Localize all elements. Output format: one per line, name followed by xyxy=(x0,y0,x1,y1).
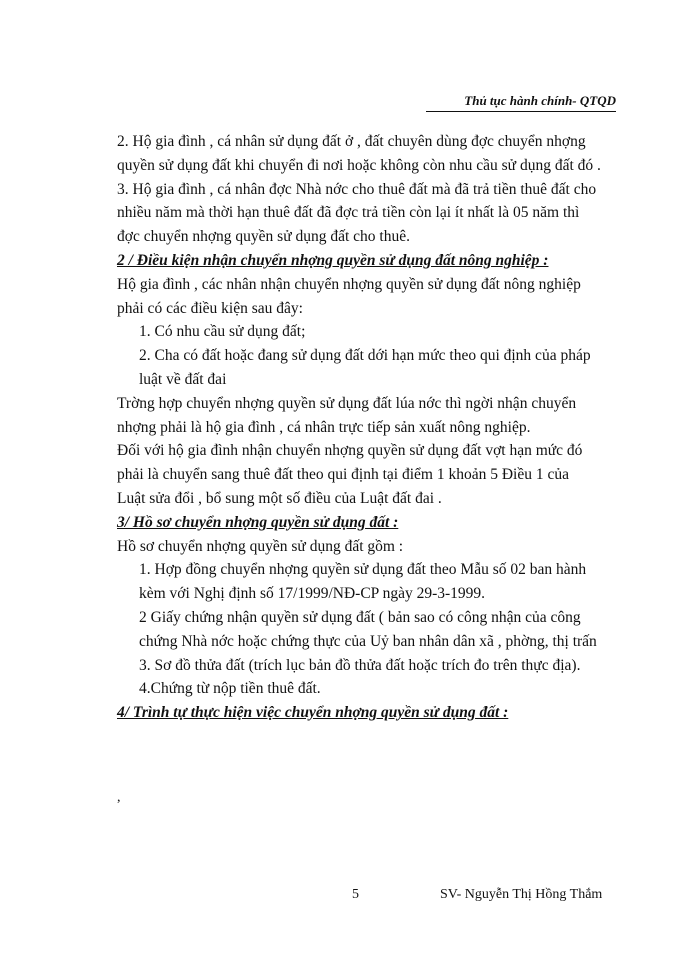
list-item: 1. Có nhu cầu sử dụng đất; xyxy=(139,323,306,341)
paragraph: 2. Hộ gia đình , cá nhân sử dụng đất ở , đất chuyên dùng đợc chuyển nhợng quyền sử dụng đất khi chuyển đi nơi hoặc không còn nhu cầu sử dụng đất đó . xyxy=(117,133,601,174)
list-item: 3. Sơ đồ thửa đất (trích lục bản đồ thửa đất hoặc trích đo trên thực địa). xyxy=(139,656,581,674)
section-heading: 2 / Điều kiện nhận chuyển nhợng quyền sử dụng đất nông nghiệp : xyxy=(117,251,549,269)
section-heading: 4/ Trình tự thực hiện việc chuyển nhợng quyền sử dụng đất : xyxy=(117,704,509,722)
paragraph: Hồ sơ chuyển nhợng quyền sử dụng đất gồm : xyxy=(117,537,404,555)
running-header: Thủ tục hành chính- QTQD xyxy=(426,93,616,112)
stray-mark: , xyxy=(117,790,121,805)
paragraph: 3. Hộ gia đình , cá nhân đợc Nhà nớc cho thuê đất mà đã trả tiền thuê đất cho nhiều năm mà thời hạn thuê đất đã đợc trả tiền còn lại ít nhất là 05 năm thì đợc chuyển nhợng quyền sử dụng đất cho thuê. xyxy=(117,180,597,246)
paragraph: Đối với hộ gia đình nhận chuyển nhợng quyền sử dụng đất vợt hạn mức đó phải là chuyển sang thuê đất theo qui định tại điểm 1 khoản 5 Điều 1 của Luật sửa đổi , bổ sung một số điều của Luật đất đai . xyxy=(117,442,583,507)
section-heading: 3/ Hồ sơ chuyển nhợng quyền sử dụng đất : xyxy=(117,513,399,531)
page-number: 5 xyxy=(352,887,359,902)
footer-author: SV- Nguyễn Thị Hồng Thắm xyxy=(440,887,603,902)
list-item: 2. Cha có đất hoặc đang sử dụng đất dới hạn mức theo qui định của pháp luật về đất đai xyxy=(139,347,591,388)
list-item: 4.Chứng từ nộp tiền thuê đất. xyxy=(139,680,321,698)
list-item: 2 Giấy chứng nhận quyền sử dụng đất ( bản sao có công nhận của công chứng Nhà nớc hoặc chứng thực của Uỷ ban nhân dân xã , phờng, thị trấn xyxy=(139,608,597,650)
list-item: 1. Hợp đồng chuyển nhợng quyền sử dụng đất theo Mẫu số 02 ban hành kèm với Nghị định số 17/1999/NĐ-CP ngày 29-3-1999. xyxy=(139,561,587,603)
document-body xyxy=(117,130,601,725)
paragraph: Trờng hợp chuyển nhợng quyền sử dụng đất lúa nớc thì ngời nhận chuyển nhợng phải là hộ gia đình , cá nhân trực tiếp sản xuất nông nghiệp. xyxy=(117,394,577,436)
paragraph: Hộ gia đình , các nhân nhận chuyển nhợng quyền sử dụng đất nông nghiệp phải có các điều kiện sau đây: xyxy=(117,275,581,317)
